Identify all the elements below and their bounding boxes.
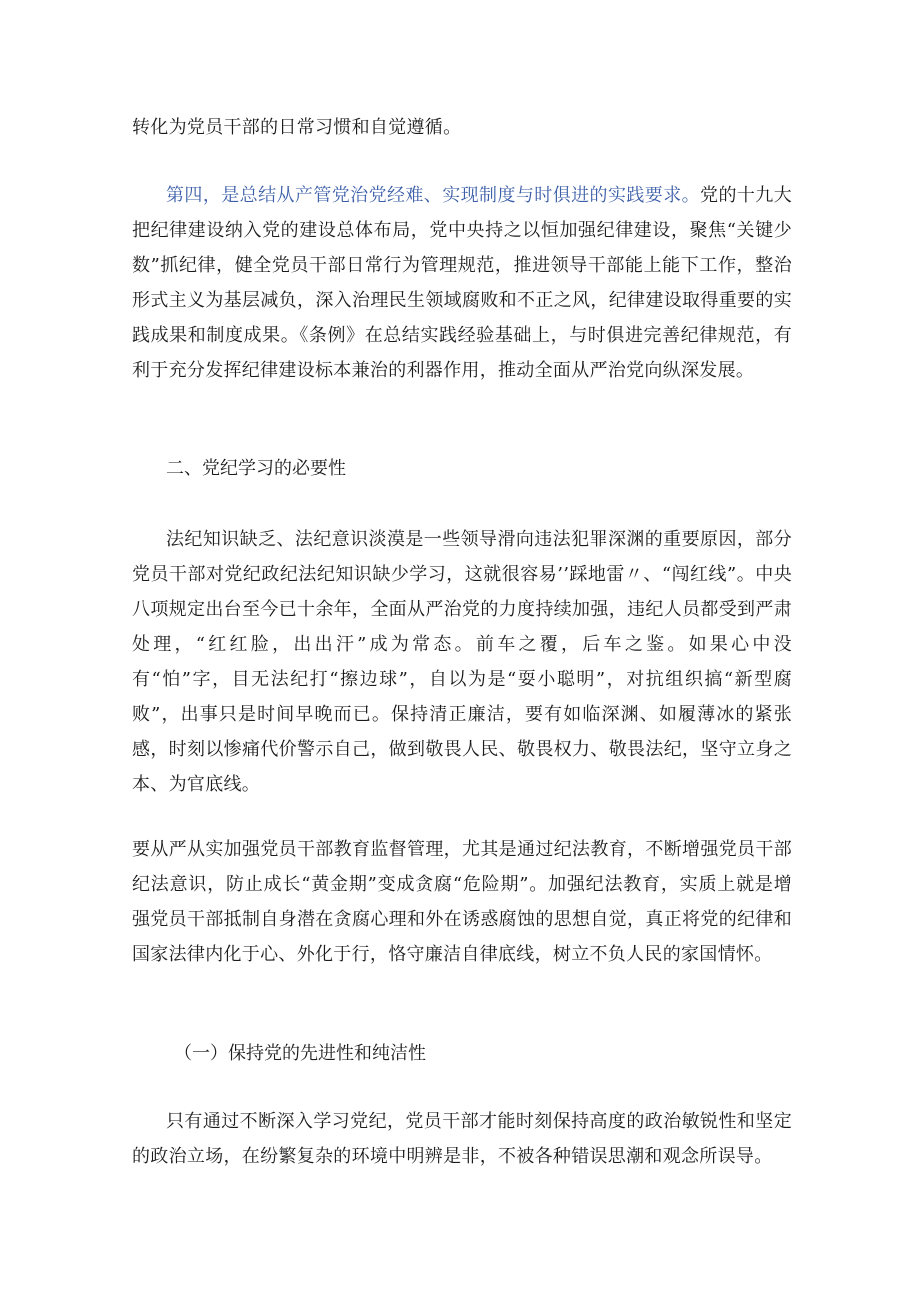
section-heading-2: 二、党纪学习的必要性 bbox=[166, 458, 346, 479]
subsection-heading-1: （一）保持党的先进性和纯洁性 bbox=[174, 1043, 426, 1064]
paragraph-advancement: 只有通过不断深入学习党纪，党员干部才能时刻保持高度的政治敏锐性和坚定的政治立场，在纷繁复杂的环境中明辨是非，不被各种错误思潮和观念所误导。 bbox=[132, 1111, 792, 1167]
paragraph-education: 要从严从实加强党员干部教育监督管理，尤其是通过纪法教育，不断增强党员干部纪法意识，防止成长“黄金期”变成贪腐“危险期”。加强纪法教育，实质上就是增强党员干部抵制自身潜在贪腐心理和外在诱惑腐蚀的思想自觉，真正将党的纪律和国家法律内化于心、外化于行，恪守廉洁自律底线，树立不负人民的家国情怀。 bbox=[132, 839, 792, 965]
paragraph-continuation: 转化为党员干部的日常习惯和自觉遵循。 bbox=[132, 117, 462, 138]
paragraph-body: 党的十九大把纪律建设纳入党的建设总体布局，党中央持之以恒加强纪律建设，聚焦“关键少数”抓纪律，健全党员干部日常行为管理规范，推进领导干部能上能下工作，整治形式主义为基层减负，深入治理民生领域腐败和不正之风，纪律建设取得重要的实践成果和制度成果。《条例》在总结实践经验基础上，与时俱进完善纪律规范，有利于充分发挥纪律建设标本兼治的利器作用，推动全面从严治党向纵深发展。 bbox=[132, 185, 793, 381]
paragraph-fourth-point bbox=[132, 178, 792, 388]
paragraph-necessity: 法纪知识缺乏、法纪意识淡漠是一些领导滑向违法犯罪深渊的重要原因，部分党员干部对党纪政纪法纪知识缺少学习，这就很容易’’踩地雷〃、“闯红线”。中央八项规定出台至今已十余年，全面从严治党的力度持续加强，违纪人员都受到严肃处理，“红红脸，出出汗”成为常态。前车之覆，后车之鉴。如果心中没有“怕”字，目无法纪打“擦边球”，自以为是“耍小聪明”，对抗组织搞“新型腐败”，出事只是时间早晚而已。保持清正廉洁，要有如临深渊、如履薄冰的紧张感，时刻以惨痛代价警示自己，做到敬畏人民、敬畏权力、敬畏法纪，坚守立身之本、为官底线。 bbox=[132, 529, 792, 795]
paragraph-lead-highlight: 第四，是总结从产管党治党经难、实现制度与时俱进的实践要求。 bbox=[166, 185, 701, 206]
